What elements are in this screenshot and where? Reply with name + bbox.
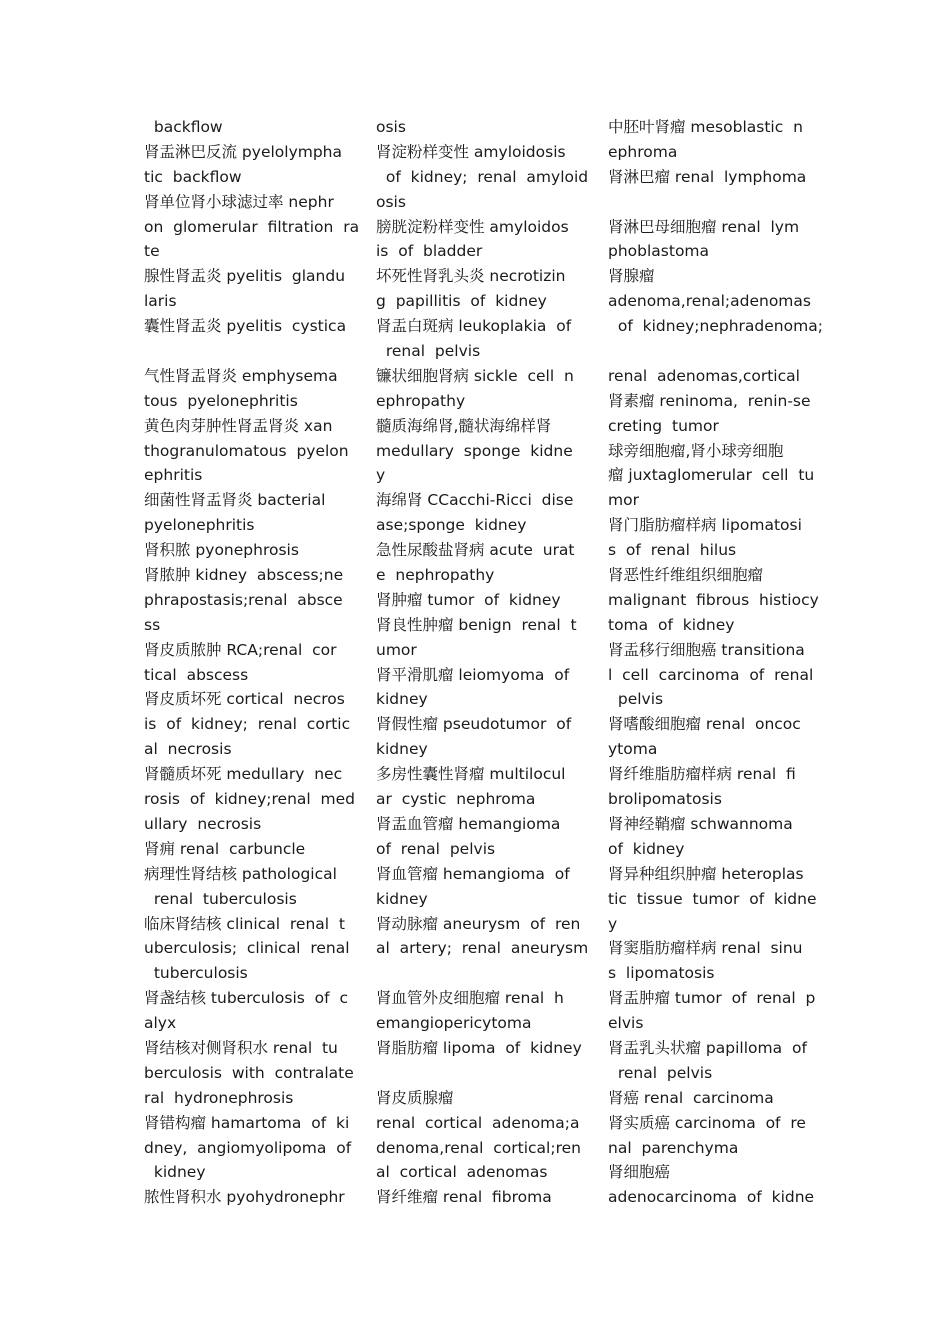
text-line: tous pyelonephritis bbox=[144, 391, 298, 410]
text-line: 肾窦脂肪瘤样病 renal sinu bbox=[608, 939, 803, 958]
text-line: pelvis bbox=[608, 690, 664, 709]
text-line: 病理性肾结核 pathological bbox=[144, 864, 337, 883]
text-line: phrapostasis;renal absce bbox=[144, 590, 343, 609]
text-line bbox=[376, 961, 581, 986]
text-line: 肾神经鞘瘤 schwannoma bbox=[608, 814, 793, 833]
text-line: 肾假性瘤 pseudotumor of bbox=[376, 715, 572, 734]
text-line: ss bbox=[144, 615, 161, 634]
text-line: 肾实质癌 carcinoma of re bbox=[608, 1113, 806, 1132]
text-line: 肾脓肿 kidney abscess;ne bbox=[144, 566, 344, 585]
text-line: nal parenchyma bbox=[608, 1138, 739, 1157]
text-line: g papillitis of kidney bbox=[376, 292, 547, 311]
text-line: ytoma bbox=[608, 740, 658, 759]
text-line: renal cortical adenoma;a bbox=[376, 1113, 580, 1132]
text-line: 肾盂乳头状瘤 papilloma of bbox=[608, 1038, 807, 1057]
text-line: 肾门脂肪瘤样病 lipomatosi bbox=[608, 516, 802, 535]
text-line: tic tissue tumor of kidne bbox=[608, 889, 817, 908]
text-line: 肾血管外皮细胞瘤 renal h bbox=[376, 989, 564, 1008]
text-line: 中胚叶肾瘤 mesoblastic n bbox=[608, 118, 803, 136]
text-line: 临床肾结核 clinical renal t bbox=[144, 914, 346, 933]
text-line: mor bbox=[608, 491, 639, 510]
text-line: 肾细胞癌 bbox=[608, 1163, 671, 1182]
text-line: 肾盏结核 tuberculosis of c bbox=[144, 989, 348, 1008]
text-line: of kidney;nephradenoma; bbox=[608, 317, 823, 336]
text-line: 肾素瘤 reninoma, renin-se bbox=[608, 391, 811, 410]
text-line: 气性肾盂肾炎 emphysema bbox=[144, 366, 338, 385]
text-line: te bbox=[144, 242, 160, 261]
text-line: osis bbox=[376, 192, 406, 211]
text-line: ephritis bbox=[144, 466, 203, 485]
text-line: 肾盂肿瘤 tumor of renal p bbox=[608, 989, 816, 1008]
text-line: adenocarcinoma of kidne bbox=[608, 1188, 815, 1207]
text-line: adenoma,renal;adenomas bbox=[608, 292, 811, 311]
text-line: backflow bbox=[144, 118, 223, 136]
text-line: al necrosis bbox=[144, 740, 232, 759]
text-line: ase;sponge kidney bbox=[376, 516, 527, 535]
text-line: berculosis with contralate bbox=[144, 1063, 354, 1082]
text-line: elvis bbox=[608, 1014, 644, 1033]
text-line: of kidney; renal amyloid bbox=[376, 167, 589, 186]
text-line: y bbox=[376, 466, 386, 485]
text-line: s lipomatosis bbox=[608, 964, 715, 983]
text-line: 肾异种组织肿瘤 heteroplas bbox=[608, 864, 804, 883]
text-line: 细菌性肾盂肾炎 bacterial bbox=[144, 491, 326, 510]
text-line: kidney bbox=[376, 740, 428, 759]
text-line: 髓质海绵肾,髓状海绵样肾 bbox=[376, 416, 552, 435]
text-line: 肾肿瘤 tumor of kidney bbox=[376, 590, 561, 609]
text-line: 肾积脓 pyonephrosis bbox=[144, 541, 299, 560]
text-line: 肾动脉瘤 aneurysm of ren bbox=[376, 914, 581, 933]
text-line: l cell carcinoma of renal bbox=[608, 665, 814, 684]
text-line: creting tumor bbox=[608, 416, 719, 435]
text-line: 急性尿酸盐肾病 acute urat bbox=[376, 541, 575, 560]
text-line: tical abscess bbox=[144, 665, 249, 684]
text-line: 肾盂淋巴反流 pyelolympha bbox=[144, 142, 343, 161]
text-line: 肾结核对侧肾积水 renal tu bbox=[144, 1038, 338, 1057]
text-line: ullary necrosis bbox=[144, 814, 262, 833]
text-column-3 bbox=[608, 115, 823, 1210]
text-line: al cortical adenomas bbox=[376, 1163, 548, 1182]
text-line: renal pelvis bbox=[608, 1063, 713, 1082]
text-line: dney, angiomyolipoma of bbox=[144, 1138, 352, 1157]
text-line: 肾恶性纤维组织细胞瘤 bbox=[608, 566, 764, 585]
text-line: laris bbox=[144, 292, 177, 311]
text-column-1 bbox=[144, 115, 360, 1210]
text-line: of kidney bbox=[608, 839, 685, 858]
text-line: 肾腺瘤 bbox=[608, 267, 655, 286]
text-line: malignant fibrous histiocy bbox=[608, 590, 819, 609]
text-line: 囊性肾盂炎 pyelitis cystica bbox=[144, 317, 347, 336]
text-line: 多房性囊性肾瘤 multilocul bbox=[376, 765, 566, 784]
text-column-2 bbox=[376, 115, 589, 1210]
text-line: is of kidney; renal cortic bbox=[144, 715, 351, 734]
text-line: 海绵肾 CCacchi-Ricci dise bbox=[376, 491, 574, 510]
text-line: 肾淋巴瘤 renal lymphoma bbox=[608, 167, 807, 186]
text-line: ar cystic nephroma bbox=[376, 790, 536, 809]
text-line: phoblastoma bbox=[608, 242, 710, 261]
text-line: s of renal hilus bbox=[608, 541, 737, 560]
text-line: e nephropathy bbox=[376, 566, 495, 585]
text-line: 肾平滑肌瘤 leiomyoma of bbox=[376, 665, 570, 684]
text-line: renal adenomas,cortical bbox=[608, 366, 800, 385]
text-line: 肾皮质坏死 cortical necros bbox=[144, 690, 345, 709]
text-line: 脓性肾积水 pyohydronephr bbox=[144, 1188, 345, 1207]
text-line: al artery; renal aneurysm bbox=[376, 939, 589, 958]
text-line: osis bbox=[376, 118, 406, 136]
text-line: 肾痈 renal carbuncle bbox=[144, 839, 306, 858]
text-line: kidney bbox=[144, 1163, 206, 1182]
text-line bbox=[144, 339, 349, 364]
text-line: 肾盂移行细胞癌 transitiona bbox=[608, 640, 805, 659]
text-line: emangiopericytoma bbox=[376, 1014, 532, 1033]
text-line: 肾嗜酸细胞瘤 renal oncoc bbox=[608, 715, 801, 734]
text-line: 肾盂白斑病 leukoplakia of bbox=[376, 317, 572, 336]
text-line: 瘤 juxtaglomerular cell tu bbox=[608, 466, 815, 485]
text-line: denoma,renal cortical;ren bbox=[376, 1138, 581, 1157]
text-line: 肾淋巴母细胞瘤 renal lym bbox=[608, 217, 800, 236]
text-line: 膀胱淀粉样变性 amyloidos bbox=[376, 217, 569, 236]
text-line: of renal pelvis bbox=[376, 839, 496, 858]
text-line: 肾错构瘤 hamartoma of ki bbox=[144, 1113, 350, 1132]
text-line: uberculosis; clinical renal bbox=[144, 939, 350, 958]
text-line: 球旁细胞瘤,肾小球旁细胞 bbox=[608, 441, 784, 460]
text-line: 镰状细胞肾病 sickle cell n bbox=[376, 366, 574, 385]
text-line: 腺性肾盂炎 pyelitis glandu bbox=[144, 267, 346, 286]
text-line: tic backflow bbox=[144, 167, 242, 186]
text-line: tuberculosis bbox=[144, 964, 248, 983]
text-line bbox=[376, 1061, 581, 1086]
text-line: renal tuberculosis bbox=[144, 889, 297, 908]
text-line: medullary sponge kidne bbox=[376, 441, 573, 460]
text-line: 肾血管瘤 hemangioma of bbox=[376, 864, 570, 883]
text-line: 肾纤维脂肪瘤样病 renal fi bbox=[608, 765, 796, 784]
text-line: kidney bbox=[376, 690, 428, 709]
text-line: 肾皮质腺瘤 bbox=[376, 1088, 454, 1107]
text-line: renal pelvis bbox=[376, 342, 481, 361]
text-line: on glomerular filtration ra bbox=[144, 217, 360, 236]
text-line: 肾纤维瘤 renal fibroma bbox=[376, 1188, 552, 1207]
text-line: ral hydronephrosis bbox=[144, 1088, 294, 1107]
text-line: 肾淀粉样变性 amyloidosis bbox=[376, 142, 566, 161]
text-line: pyelonephritis bbox=[144, 516, 255, 535]
text-line: 肾盂血管瘤 hemangioma bbox=[376, 814, 561, 833]
text-line bbox=[608, 190, 813, 215]
text-line: ephropathy bbox=[376, 391, 466, 410]
text-line: 肾癌 renal carcinoma bbox=[608, 1088, 774, 1107]
text-line: 坏死性肾乳头炎 necrotizin bbox=[376, 267, 566, 286]
text-line: 黄色肉芽肿性肾盂肾炎 xan bbox=[144, 416, 333, 435]
text-line: thogranulomatous pyelon bbox=[144, 441, 349, 460]
text-line: ephroma bbox=[608, 142, 678, 161]
text-line: 肾单位肾小球滤过率 nephr bbox=[144, 192, 334, 211]
text-line: 肾良性肿瘤 benign renal t bbox=[376, 615, 577, 634]
text-line: is of bladder bbox=[376, 242, 483, 261]
text-line: alyx bbox=[144, 1014, 177, 1033]
text-line: 肾髓质坏死 medullary nec bbox=[144, 765, 343, 784]
text-line: toma of kidney bbox=[608, 615, 735, 634]
text-line: 肾皮质脓肿 RCA;renal cor bbox=[144, 640, 337, 659]
text-line: 肾脂肪瘤 lipoma of kidney bbox=[376, 1038, 582, 1057]
text-line: rosis of kidney;renal med bbox=[144, 790, 356, 809]
text-line: brolipomatosis bbox=[608, 790, 722, 809]
text-line: y bbox=[608, 914, 618, 933]
text-line: kidney bbox=[376, 889, 428, 908]
text-line: umor bbox=[376, 640, 417, 659]
text-line bbox=[608, 339, 813, 364]
